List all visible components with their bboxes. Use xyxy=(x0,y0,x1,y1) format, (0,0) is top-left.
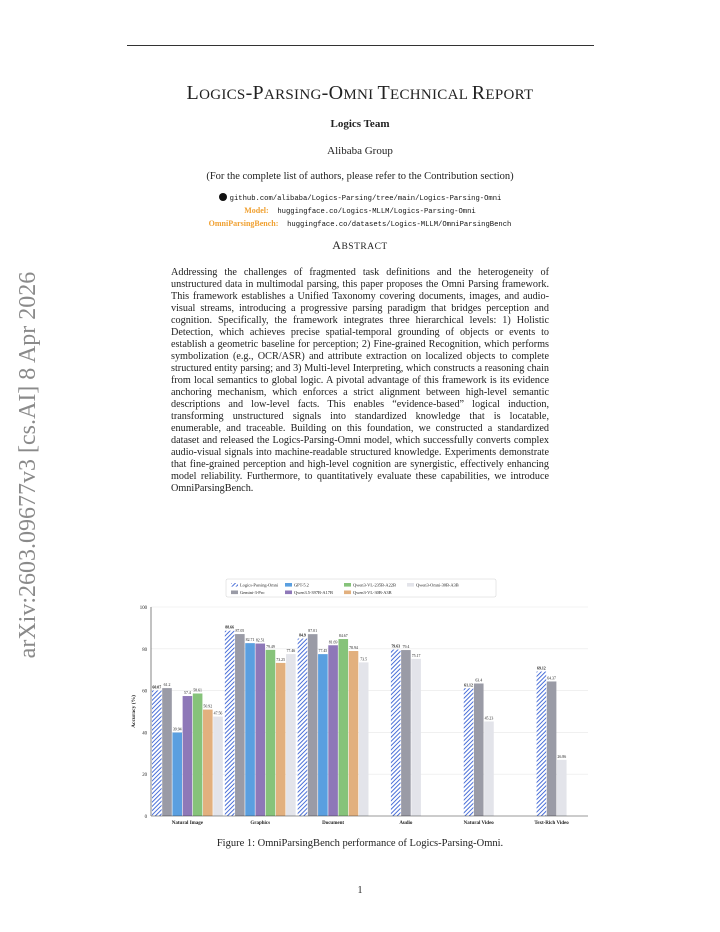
data-label: 26.86 xyxy=(557,754,567,759)
abstract-text: Addressing the challenges of fragmented task definitions and the heterogeneity of unstructured data in multimodal parsing, this paper proposes the Omni Parsing framework. This framework establishes a Unified Taxonomy covering documents, images, and audio-visual streams, introducing a progressive parsing paradigm that bridges perception and cognition. Specifically, the framework integrates three hierarchical levels: 1) Holistic Detection, which achieves precise spatial-temporal grounding of objects or events to establish a geometric baseline for perception; 2) Fine-grained Recognition, which performs symbolization (e.g., OCR/ASR) and attribute extraction on localized objects to complete structured entity parsing; and 3) Multi-level Interpreting, which constructs a reasoning chain from local semantics to global logic. A pivotal advantage of this framework is its evidence anchoring mechanism, which enforces a strict alignment between high-level semantic descriptions and low-level facts. This enables “evidence-based” logical induction, transforming unstructured signals into standardized knowledge that is locatable, enumerable, and traceable. Building on this foundation, we constructed a standardized dataset and released the Logics-Parsing-Omni model, which successfully converts complex audio-visual signals into machine-readable structured knowledge. Experiments demonstrate that fine-grained perception and high-level cognition are synergistic, effectively enhancing model reliability. Furthermore, to quantitatively evaluate these capabilities, we introduce OmniParsingBench. xyxy=(171,267,549,494)
legend-swatch xyxy=(407,583,414,587)
data-label: 57.4 xyxy=(184,691,191,696)
bar xyxy=(235,634,245,816)
bar xyxy=(225,631,235,816)
y-tick-label: 80 xyxy=(142,647,147,653)
legend-label: GPT-5.2 xyxy=(294,582,309,588)
bar xyxy=(203,710,213,816)
x-tick-label: Natural Video xyxy=(463,821,494,826)
x-tick-label: Audio xyxy=(399,821,413,826)
data-label: 81.69 xyxy=(328,640,338,645)
bar xyxy=(245,643,255,816)
top-rule xyxy=(127,45,594,46)
model-url[interactable]: huggingface.co/Logics-MLLM/Logics-Parsing-Omni xyxy=(277,208,476,216)
bar xyxy=(557,760,567,816)
model-link-row xyxy=(0,206,720,216)
data-label: 77.46 xyxy=(286,649,296,654)
legend-swatch xyxy=(344,591,351,595)
github-link-row xyxy=(0,193,720,203)
data-label: 58.61 xyxy=(193,688,202,693)
bar xyxy=(266,650,276,816)
legend-label: Qwen3-Omni-30B-A3B xyxy=(416,582,459,588)
data-label: 73.25 xyxy=(276,657,286,662)
data-label: 45.23 xyxy=(484,716,494,721)
data-label: 79.4 xyxy=(402,645,410,650)
bar xyxy=(391,650,401,816)
data-label: 77.45 xyxy=(318,649,328,654)
bar xyxy=(474,683,484,816)
bar xyxy=(537,672,547,816)
model-label: Model: xyxy=(244,206,269,215)
bar xyxy=(213,717,223,816)
data-label: 39.94 xyxy=(172,727,182,732)
legend-swatch xyxy=(285,591,292,595)
data-label: 73.5 xyxy=(360,657,368,662)
data-label: 87.05 xyxy=(235,629,245,634)
bar xyxy=(547,681,557,816)
legend-swatch xyxy=(231,583,238,587)
x-tick-label: Graphics xyxy=(250,821,271,826)
x-tick-label: Natural Image xyxy=(171,821,204,826)
data-label: 78.94 xyxy=(349,646,358,651)
bench-link-row xyxy=(0,219,720,229)
bar xyxy=(276,663,286,816)
data-label: 69.12 xyxy=(537,666,546,671)
data-label: 88.66 xyxy=(225,625,235,630)
bar xyxy=(349,651,359,816)
bar xyxy=(401,650,411,816)
data-label: 64.37 xyxy=(547,676,556,681)
legend-swatch xyxy=(231,591,238,595)
data-label: 82.71 xyxy=(245,638,255,643)
y-tick-label: 40 xyxy=(142,731,147,737)
y-tick-label: 20 xyxy=(142,773,147,779)
legend-swatch xyxy=(285,583,292,587)
bar xyxy=(286,654,296,816)
author-note: (For the complete list of authors, please refer to the Contribution section) xyxy=(206,171,514,182)
arxiv-identifier[interactable]: arXiv:2603.09677v3 [cs.AI] 8 Apr 2026 xyxy=(15,271,41,659)
bar xyxy=(338,639,348,816)
bar xyxy=(411,659,421,816)
benchmark-bar-chart xyxy=(124,575,592,830)
bar xyxy=(255,644,265,816)
legend-label: Qwen3-VL-30B-A3B xyxy=(353,589,392,595)
bar xyxy=(359,662,369,816)
bar xyxy=(193,694,203,816)
bar xyxy=(308,634,318,816)
author: Logics Team xyxy=(330,118,390,130)
data-label: 50.92 xyxy=(203,704,213,709)
y-axis-label: Accuracy (%) xyxy=(131,695,137,728)
legend-label: Gemini-3-Pro xyxy=(240,589,265,595)
data-label: 75.17 xyxy=(411,653,421,658)
x-tick-label: Document xyxy=(322,821,345,826)
abstract-heading: ABSTRACT xyxy=(332,238,388,252)
x-tick-label: Text-Rich Video xyxy=(534,821,569,826)
bar xyxy=(464,688,474,816)
data-label: 84.67 xyxy=(338,634,348,639)
bar xyxy=(484,721,494,816)
y-tick-label: 100 xyxy=(139,606,147,611)
github-icon xyxy=(219,193,227,201)
github-url[interactable]: github.com/alibaba/Logics-Parsing/tree/main/Logics-Parsing-Omni xyxy=(229,195,502,203)
y-tick-label: 60 xyxy=(142,689,147,695)
bar xyxy=(162,688,172,816)
figure-caption: Figure 1: OmniParsingBench performance of Logics-Parsing-Omni. xyxy=(216,838,504,849)
data-label: 87.01 xyxy=(308,629,318,634)
affiliation: Alibaba Group xyxy=(327,145,393,157)
legend-label: Qwen3.5-397B-A17B xyxy=(294,589,333,595)
bench-url[interactable]: huggingface.co/datasets/Logics-MLLM/OmniParsingBench xyxy=(287,221,512,229)
legend-label: Qwen3-VL-235B-A22B xyxy=(353,582,396,588)
bar xyxy=(298,639,308,816)
legend-swatch xyxy=(344,583,351,587)
data-label: 61.2 xyxy=(163,683,171,688)
data-label: 82.51 xyxy=(255,638,265,643)
data-label: 61.12 xyxy=(464,683,473,688)
data-label: 79.49 xyxy=(266,644,275,649)
bar xyxy=(172,733,182,816)
data-label: 60.07 xyxy=(152,685,162,690)
bar xyxy=(328,645,338,816)
bench-label: OmniParsingBench: xyxy=(208,219,279,228)
page-number: 1 xyxy=(357,885,363,896)
data-label: 84.9 xyxy=(299,633,306,638)
bar xyxy=(318,654,328,816)
data-label: 63.4 xyxy=(475,678,483,683)
bar xyxy=(152,690,162,816)
data-label: 79.63 xyxy=(391,644,401,649)
paper-title: LOGICS-PARSING-OMNI TECHNICAL REPORT xyxy=(186,82,534,104)
legend-label: Logics-Parsing-Omni xyxy=(240,582,279,588)
bar xyxy=(183,696,193,816)
data-label: 47.56 xyxy=(213,711,223,716)
y-tick-label: 0 xyxy=(144,815,147,820)
